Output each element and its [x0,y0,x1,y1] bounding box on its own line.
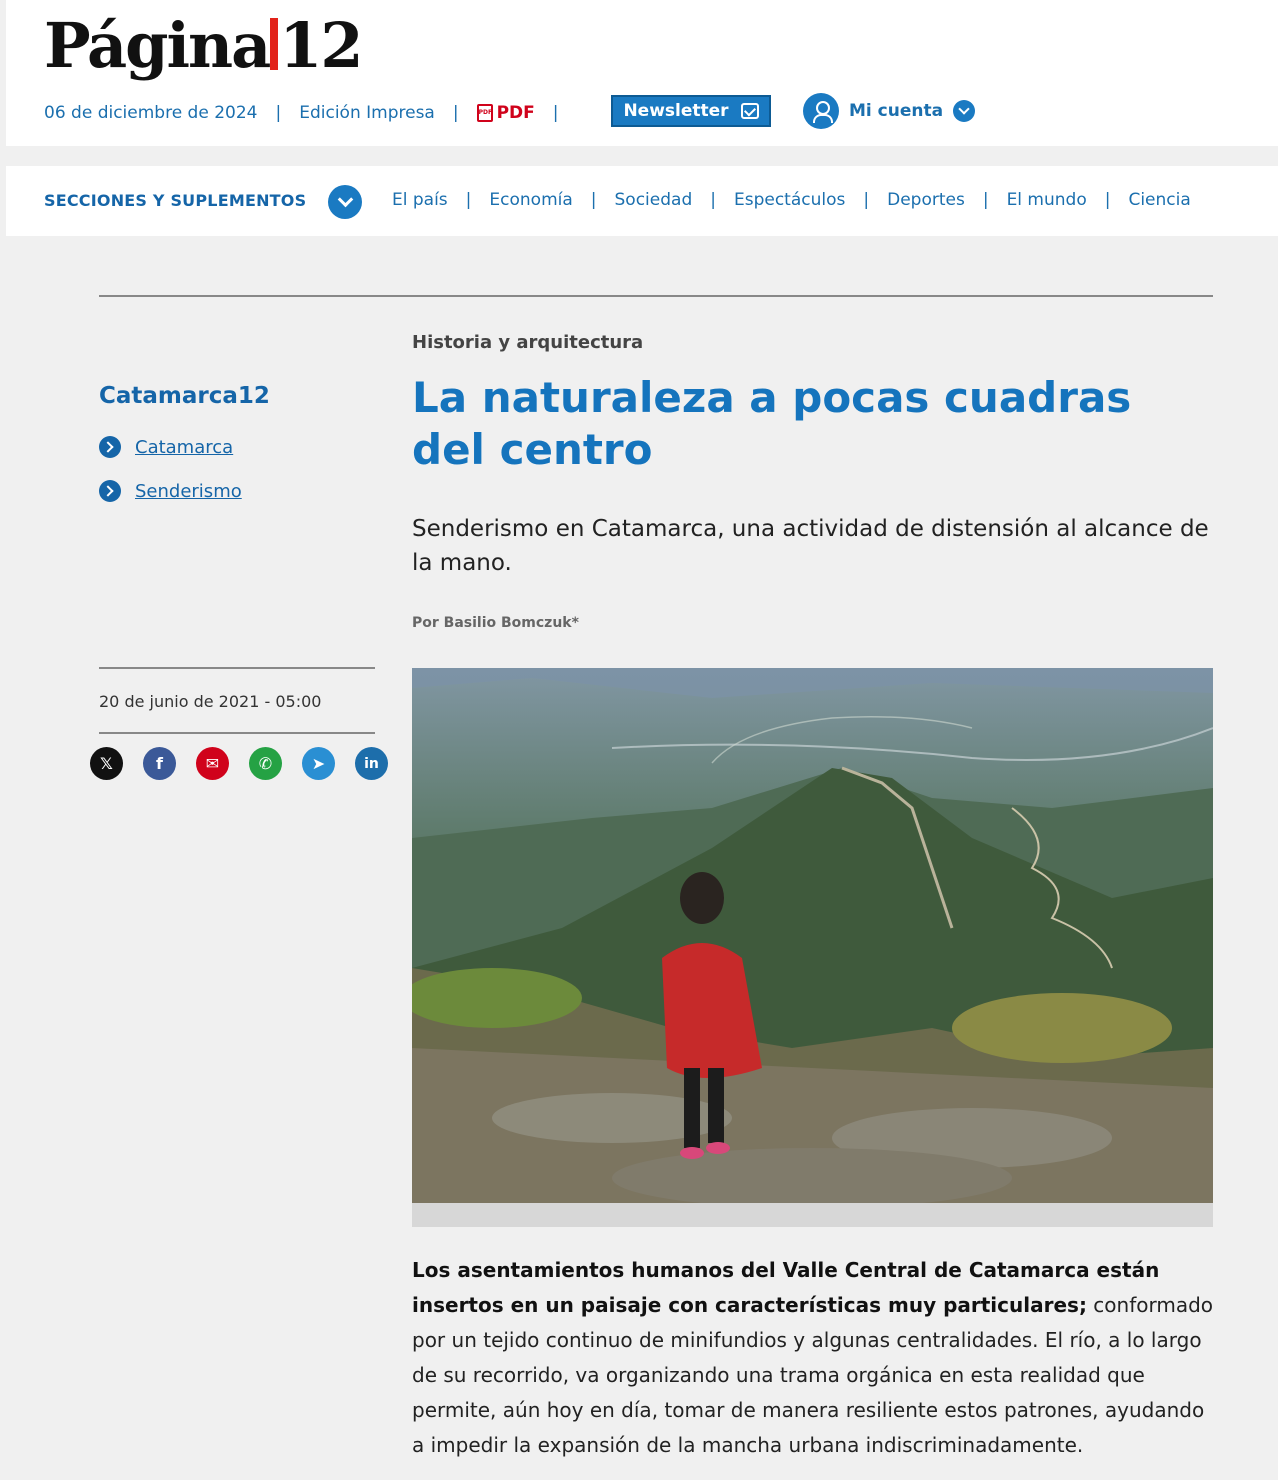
separator: | [710,190,716,210]
newsletter-button[interactable] [611,95,771,127]
separator: | [552,103,559,123]
content-divider [99,295,1213,297]
chevron-down-icon [953,100,975,122]
logo-text-right: 12 [279,9,362,82]
user-icon [803,93,839,129]
nav-link-el-mundo[interactable]: El mundo [1006,190,1087,210]
separator: | [863,190,870,210]
envelope-icon [741,103,759,119]
chevron-right-icon [99,480,121,502]
lead-text: conformado por un tejido continuo de minifundios y algunas centralidades. El río, a lo largo de su recorrido, va organizando una trama orgánica en esta realidad que permite, aún hoy en día, tomar de manera resiliente estos patrones, ayudando a impedir la expansión de la mancha urbana indiscriminadamente. [412,1293,1214,1457]
article-headline: La naturaleza a pocas cuadras del centro [412,373,1132,474]
nav-link-deportes[interactable]: Deportes [887,190,965,210]
mountain-landscape-image [412,668,1213,1203]
site-header [6,0,1278,146]
nav-link-ciencia[interactable]: Ciencia [1128,190,1191,210]
nav-link-espectaculos[interactable]: Espectáculos [733,190,846,210]
separator: | [982,190,989,210]
tag-link-catamarca[interactable] [99,436,233,458]
nav-link-sociedad[interactable]: Sociedad [614,190,693,210]
supplement-title[interactable]: Catamarca12 [99,383,270,409]
lead-bold-text: Los asentamientos humanos del Valle Central de Catamarca están insertos en un paisaje con características muy particulares; [412,1258,1160,1317]
publish-date: 20 de junio de 2021 - 05:00 [99,692,322,711]
nav-link-economia[interactable]: Economía [489,190,573,210]
account-menu[interactable] [803,93,975,129]
tag-label: Catamarca [135,436,234,458]
separator: | [1104,190,1111,210]
chevron-right-icon [99,436,121,458]
pdf-link[interactable] [477,103,535,123]
pdf-label: PDF [496,103,535,123]
separator: | [275,103,282,123]
nav-links [392,190,1191,210]
page [6,0,1278,1480]
site-logo[interactable] [44,10,362,82]
sections-toggle-chevron-icon[interactable] [328,185,362,219]
separator: | [590,190,597,210]
account-label: Mi cuenta [849,101,944,121]
article-photo[interactable] [412,668,1213,1203]
telegram-icon[interactable]: ➤ [302,747,335,780]
pdf-icon: PDF [477,104,493,122]
linkedin-icon[interactable]: in [355,747,388,780]
article-kicker: Historia y arquitectura [412,332,644,353]
article-body-paragraph [412,1253,1217,1463]
logo-bar [270,18,278,70]
sidebar-divider [99,667,375,669]
email-icon[interactable]: ✉ [196,747,229,780]
sections-nav [6,166,1278,236]
print-edition-link[interactable]: Edición Impresa [299,103,435,123]
article-subtitle: Senderismo en Catamarca, una actividad de distensión al alcance de la mano. [412,516,1209,576]
tag-link-senderismo[interactable] [99,480,242,502]
facebook-icon[interactable]: f [143,747,176,780]
article-byline: Por Basilio Bomczuk* [412,615,579,631]
separator: | [452,103,459,123]
header-meta [44,100,577,126]
share-bar [90,747,388,780]
newsletter-label: Newsletter [623,101,729,121]
x-icon[interactable]: 𝕏 [90,747,123,780]
sidebar-divider [99,732,375,734]
separator: | [465,190,472,210]
photo-caption-bar [412,1203,1213,1227]
sections-label[interactable]: SECCIONES Y SUPLEMENTOS [44,191,307,210]
whatsapp-icon[interactable]: ✆ [249,747,282,780]
tag-label: Senderismo [135,480,242,502]
logo-text-left: Página [44,9,270,82]
nav-link-el-pais[interactable]: El país [392,190,448,210]
current-date: 06 de diciembre de 2024 [44,103,258,123]
